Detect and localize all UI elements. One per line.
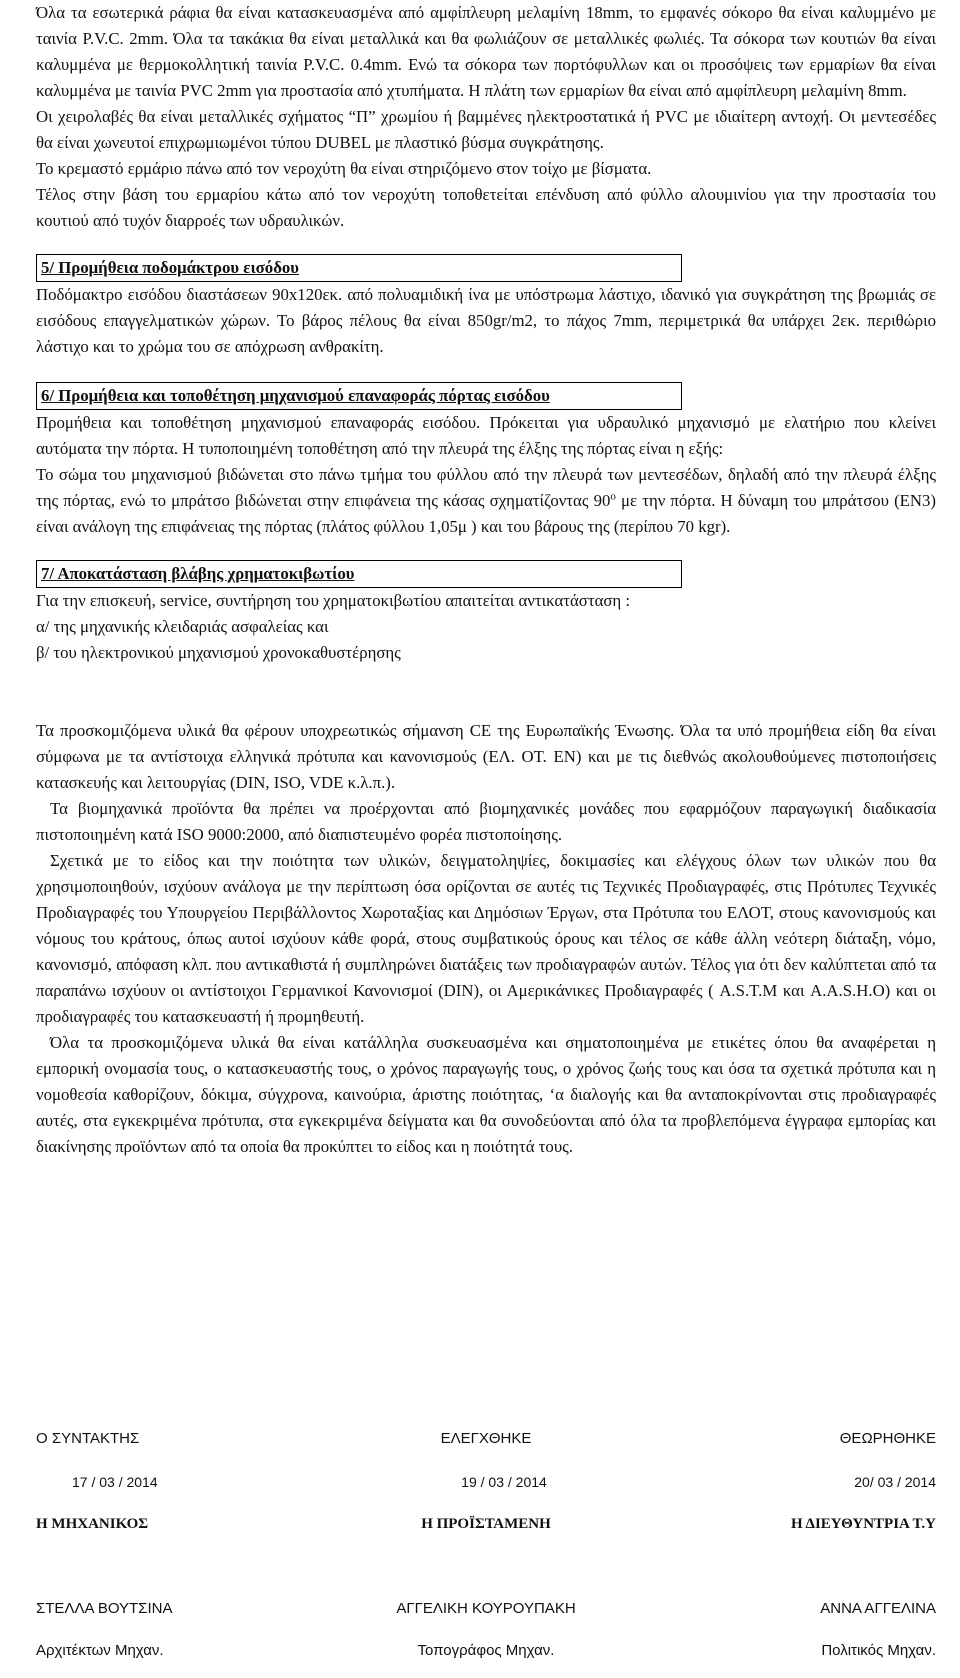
closing-paragraph-4: Όλα τα προσκομιζόμενα υλικά θα είναι κατάλληλα συσκευασμένα και σηματοποιημένα με ετικέτες όπου θα αναφέρεται η εμπορική ονομασία τους, ο κατασκευαστής τους, ο χρόνος παραγωγής τους, ο χρόνος ζωής τους και όσα τα σχετικά πρότυπα και η νομοθεσία καθορίζουν, δόκιμα, σύγχρονα, καινούρια, άριστης ποιότητας, ‘α διαλογής και θα ανταποκρίνονται στις προδιαγραφές αυτές, στα εγκεκριμένα πρότυπα, στα εγκεκριμένα δείγματα και θα συνοδεύονται από όλα τα προβλεπόμενα έγγραφα εμπορίας και διακίνησης προϊόντων από τα οποία θα προκύπτει το είδος και η ποιότητά τους. bbox=[36, 1033, 936, 1156]
section-7-line-2: α/ της μηχανικής κλειδαριάς ασφαλείας και bbox=[36, 617, 329, 636]
signature-dates-row bbox=[36, 1474, 936, 1490]
intro-paragraph-3: Το κρεμαστό ερμάριο πάνω από τον νεροχύτη θα είναι στηριζόμενο στον τοίχο με βίσματα. bbox=[36, 159, 652, 178]
section-6-paragraph-1: Προμήθεια και τοποθέτηση μηχανισμού επαναφοράς εισόδου. Πρόκειται για υδραυλικό μηχανισμό με ελατήριο που κλείνει αυτόματα την πόρτα. Η τυποποιημένη τοποθέτηση από την πλευρά της έλξης της πόρτας είναι η εξής: bbox=[36, 413, 936, 458]
title-approved: Η ΔΙΕΥΘΥΝΤΡΙΑ Τ.Υ bbox=[790, 1516, 936, 1532]
degree-mark: ο bbox=[610, 490, 616, 503]
signature-professions-row bbox=[36, 1642, 936, 1659]
name-author: ΣΤΕΛΛΑ ΒΟΥΤΣΙΝΑ bbox=[36, 1600, 173, 1617]
section-6-text-b: με την πόρτα. Η δύναμη του μπράτσου (EN3) είναι ανάλογη της επιφάνειας της πόρτας (πλάτος φύλλου 1,05μ ) και του βάρους της (περίπου 70 kgr). bbox=[36, 491, 937, 536]
title-checked: Η ΠΡΟΪΣΤΑΜΕΝΗ bbox=[421, 1516, 551, 1532]
section-5-heading: 5/ Προμήθεια ποδομάκτρου εισόδου bbox=[36, 254, 682, 282]
signature-titles-row bbox=[36, 1516, 936, 1533]
section-6-text-a: Το σώμα του μηχανισμού βιδώνεται στο πάνω τμήμα του φύλλου από την πλευρά των μεντεσέδων, δηλαδή από την πλευρά έλξης της πόρτας, ενώ το μπράτσο βιδώνεται στην επιφάνεια της κάσας σχηματίζοντας 90 bbox=[36, 465, 936, 510]
role-checked: ΕΛΕΓΧΘΗΚΕ bbox=[440, 1430, 532, 1447]
profession-author: Αρχιτέκτων Μηχαν. bbox=[36, 1642, 164, 1659]
intro-paragraph-4: Τέλος στην βάση του ερμαρίου κάτω από τον νεροχύτη τοποθετείται επένδυση από φύλλο αλουμινίου για την προστασία του κουτιού από τυχόν διαρροές των υδραυλικών. bbox=[36, 185, 936, 230]
signature-roles-row bbox=[36, 1430, 936, 1447]
title-author: Η ΜΗΧΑΝΙΚΟΣ bbox=[36, 1516, 149, 1532]
section-5-text: Ποδόμακτρο εισόδου διαστάσεων 90x120εκ. από πολυαμιδική ίνα με υπόστρωμα λάστιχο, ιδανικό για συγκράτηση της βρωμιάς σε εισόδους επαγγελματικών χώρων. Το βάρος πέλους θα είναι 850gr/m2, το πάχος 7mm, περιμετρικά θα υπάρχει 2εκ. περιθώριο λάστιχο και το χρώμα του σε απόχρωση ανθρακίτη. bbox=[36, 285, 936, 356]
intro-paragraph-2: Οι χειρολαβές θα είναι μεταλλικές σχήματος “Π” χρωμίου ή βαμμένες ηλεκτροστατικά ή PVC με ιδιαίτερη αντοχή. Οι μεντεσέδες θα είναι χωνευτοί επιχρωμιωμένοι τύπου DUBEL με πλαστικό βύσμα συγκράτησης. bbox=[36, 107, 936, 152]
date-checked: 19 / 03 / 2014 bbox=[461, 1474, 547, 1490]
name-checked: ΑΓΓΕΛΙΚΗ ΚΟΥΡΟΥΠΑΚΗ bbox=[396, 1600, 576, 1617]
date-author: 17 / 03 / 2014 bbox=[72, 1474, 158, 1490]
closing-paragraph-2: Τα βιομηχανικά προϊόντα θα πρέπει να προέρχονται από βιομηχανικές μονάδες που εφαρμόζουν παραγωγική διαδικασία πιστοποιημένη κατά ISO 9000:2000, από διαπιστευμένο φορέα πιστοποίησης. bbox=[36, 799, 936, 844]
section-7-line-3: β/ του ηλεκτρονικού μηχανισμού χρονοκαθυστέρησης bbox=[36, 643, 401, 662]
section-7-line-1: Για την επισκευή, service, συντήρηση του χρηματοκιβωτίου απαιτείται αντικατάσταση : bbox=[36, 591, 631, 610]
role-author: Ο ΣΥΝΤΑΚΤΗΣ bbox=[36, 1430, 140, 1447]
section-6-paragraph-2 bbox=[36, 462, 936, 540]
closing-paragraph-3: Σχετικά με το είδος και την ποιότητα των υλικών, δειγματοληψίες, δοκιμασίες και ελέγχους όλων των υλικών που θα χρησιμοποιηθούν, ισχύουν ανάλογα με την περίπτωση όσα ορίζονται σε αυτές τις Τεχνικές Προδιαγραφές, στις Πρότυπες Τεχνικές Προδιαγραφές του Υπουργείου Περιβάλλοντος Χωροταξίας και Δημόσιων Έργων, στα Πρότυπα του ΕΛΟΤ, στους κανονισμούς και νόμους του κράτους, όπως αυτοί ισχύουν κάθε φορά, στους συμβατικούς όρους και τέλος σε κάθε άλλη νεότερη διάταξη, νόμο, κανονισμό, απόφαση κλπ. που αντικαθιστά ή συμπληρώνει διατάξεις των προδιαγραφών αυτών. Τέλος για ότι δεν καλύπτεται από τα παραπάνω ισχύουν οι αντίστοιχοι Γερμανικοί Κανονισμοί (DIN), οι Αμερικάνικες Προδιαγραφές ( A.S.T.M και A.A.S.H.O) και οι προδιαγραφές του κατασκευαστή ή προμηθευτή. bbox=[36, 851, 936, 1026]
role-approved: ΘΕΩΡΗΘΗΚΕ bbox=[839, 1430, 936, 1447]
closing-paragraph-1: Τα προσκομιζόμενα υλικά θα φέρουν υποχρεωτικώς σήμανση CE της Ευρωπαϊκής Ένωσης. Όλα τα υπό προμήθεια είδη θα είναι σύμφωνα με τα αντίστοιχα ελληνικά πρότυπα και κανονισμούς (ΕΛ. ΟΤ. ΕΝ) και με τις διεθνώς ακολουθούμενες πιστοποιήσεις κατασκευής και λειτουργίας (DIN, ISO, VDE κ.λ.π.). bbox=[36, 721, 936, 792]
profession-approved: Πολιτικός Μηχαν. bbox=[821, 1642, 936, 1659]
profession-checked: Τοπογράφος Μηχαν. bbox=[417, 1642, 555, 1659]
intro-paragraph-1: Όλα τα εσωτερικά ράφια θα είναι κατασκευασμένα από αμφίπλευρη μελαμίνη 18mm, το εμφανές σόκορο θα είναι καλυμμένο με ταινία P.V.C. 2mm. Όλα τα τακάκια θα είναι μεταλλικά και θα φωλιάζουν σε μεταλλικές φωλιές. Τα σόκορα των κουτιών θα είναι καλυμμένα με θερμοκολλητική ταινία P.V.C. 0.4mm. Ενώ τα σόκορα των πορτόφυλλων και οι προσόψεις των ερμαρίων θα είναι καλυμμένα με ταινία PVC 2mm για προστασία από χτυπήματα. Η πλάτη των ερμαρίων θα είναι από αμφίπλευρη μελαμίνη 8mm. bbox=[36, 3, 936, 100]
signature-names-row bbox=[36, 1600, 936, 1617]
name-approved: ΑΝΝΑ ΑΓΓΕΛΙΝΑ bbox=[820, 1600, 936, 1617]
section-7-heading: 7/ Αποκατάσταση βλάβης χρηματοκιβωτίου bbox=[36, 560, 682, 588]
document-body bbox=[36, 0, 936, 1160]
date-approved: 20/ 03 / 2014 bbox=[854, 1474, 936, 1490]
section-6-heading: 6/ Προμήθεια και τοποθέτηση μηχανισμού επαναφοράς πόρτας εισόδου bbox=[36, 382, 682, 410]
